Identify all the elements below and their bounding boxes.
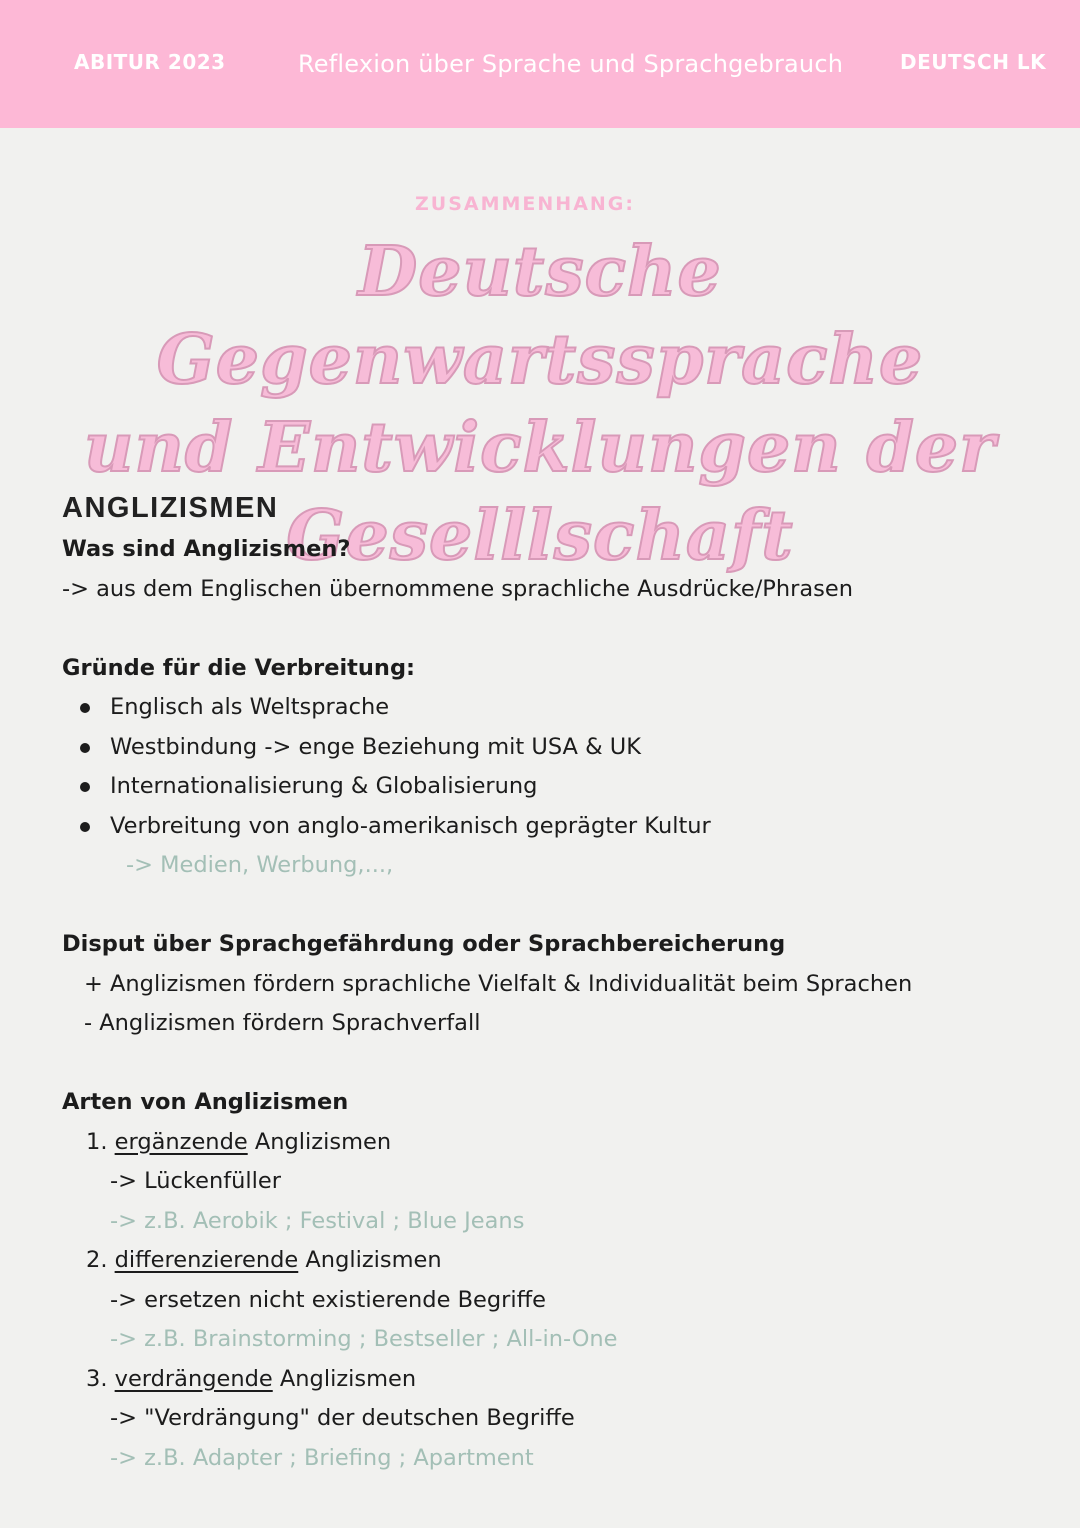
type-item-3 [62,1360,1022,1400]
type-desc: -> Lückenfüller [110,1168,282,1194]
dispute-pro: + Anglizismen fördern sprachliche Vielfalt & Individualität beim Sprachen [84,970,913,997]
section-heading: ANGLIZISMEN [62,492,279,524]
type-number: 3. [86,1365,108,1392]
type-item-1 [62,1123,1022,1163]
list-item: Verbreitung von anglo-amerikanisch geprägter Kultur [62,807,1022,847]
list-item: Internationalisierung & Globalisierung [62,767,1022,807]
title-line-2: und Entwicklungen der [84,408,996,488]
page-header [0,0,1080,128]
type-number: 1. [86,1128,108,1155]
title-kicker: ZUSAMMENHANG: [415,193,635,215]
type-example: -> z.B. Aerobik ; Festival ; Blue Jeans [110,1207,525,1234]
type-rest: Anglizismen [298,1247,442,1273]
title-line-1: Deutsche Gegenwartssprache [156,232,924,400]
type-example: -> z.B. Brainstorming ; Bestseller ; All-in-One [110,1326,618,1352]
type-number: 2. [86,1247,108,1273]
dispute-heading: Disput über Sprachgefährdung oder Sprachbereicherung [62,931,786,957]
type-keyword: ergänzende [114,1128,248,1155]
reasons-example: -> Medien, Werbung,..., [126,852,394,878]
type-example: -> z.B. Adapter ; Briefing ; Apartment [110,1444,534,1471]
header-subject: DEUTSCH LK [900,50,1047,74]
type-rest: Anglizismen [247,1128,392,1155]
types-heading: Arten von Anglizismen [62,1089,349,1115]
type-keyword: differenzierende [114,1247,299,1273]
type-desc: -> "Verdrängung" der deutschen Begriffe [110,1405,575,1431]
type-desc: -> ersetzen nicht existierende Begriffe [110,1286,546,1313]
reasons-heading: Gründe für die Verbreitung: [62,654,416,681]
header-topic: Reflexion über Sprache und Sprachgebrauch [298,50,844,78]
type-rest: Anglizismen [272,1365,417,1392]
title-line-3: Geselllschaft [286,496,794,576]
type-item-2 [62,1241,1022,1281]
list-item: Englisch als Weltsprache [62,688,1022,728]
question: Was sind Anglizismen? [62,536,351,562]
type-keyword: verdrängende [114,1365,273,1392]
dispute-con: - Anglizismen fördern Sprachverfall [84,1010,481,1036]
notes-content [62,492,1022,1478]
list-item: Westbindung -> enge Beziehung mit USA & UK [62,728,1022,768]
answer: -> aus dem Englischen übernommene sprachliche Ausdrücke/Phrasen [62,575,853,602]
header-exam-label: ABITUR 2023 [74,50,226,74]
